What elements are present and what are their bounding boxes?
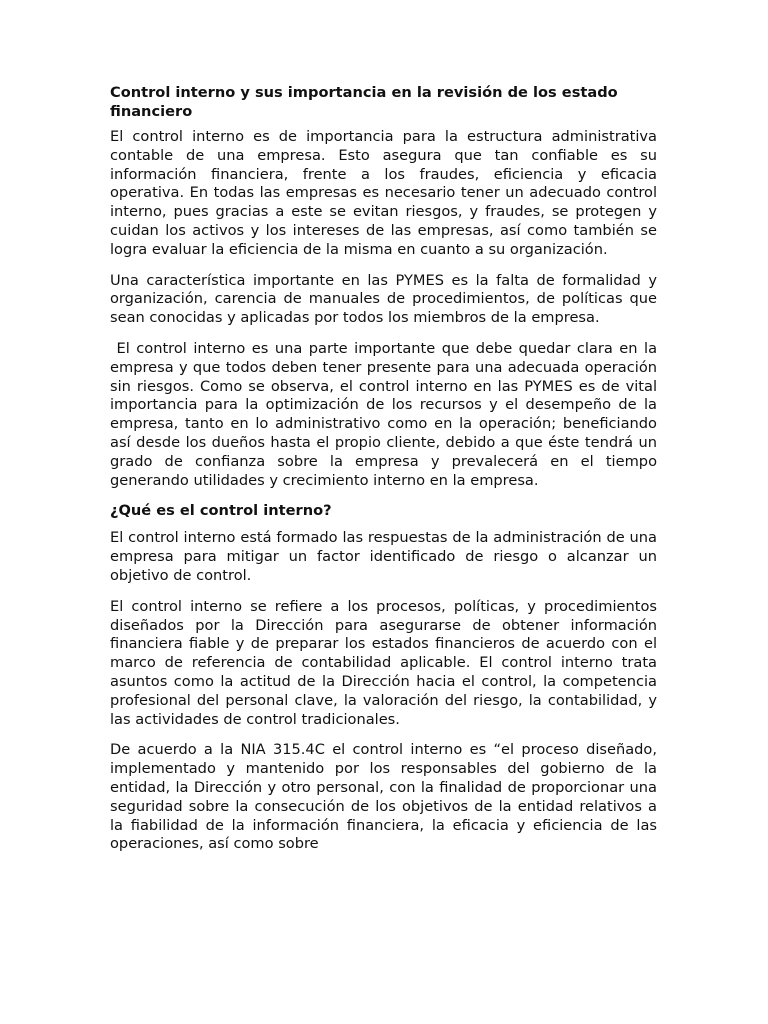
paragraph-pymes-control: El control interno es una parte importante que debe quedar clara en la empresa y que todos deben tener presente para una adecuada operación sin riesgos. Como se observa, el control interno en las PYMES es de vital importancia para la optimización de los recursos y el desempeño de la empresa, tanto en lo administrativo como en la operación; beneficiando así desde los dueños hasta el propio cliente, debido a que éste tendrá un grado de confianza sobre la empresa y prevalecerá en el tiempo generando utilidades y crecimiento interno en la empresa. [110,339,662,489]
paragraph-definition: El control interno está formado las respuestas de la administración de una empresa para mitigar un factor identificado de riesgo o alcanzar un objetivo de control. [110,529,657,584]
document-page [110,83,662,866]
paragraph-pymes-characteristics: Una característica importante en las PYMES es la falta de formalidad y organización, carencia de manuales de procedimientos, de políticas que sean conocidas y aplicadas por todos los miembros de la empresa. [110,271,657,327]
section-heading-what-is: ¿Qué es el control interno? [110,502,332,520]
paragraph-processes: El control interno se refiere a los procesos, políticas, y procedimientos diseñados por la Dirección para asegurarse de obtener información financiera fiable y de preparar los estados financieros de acuerdo con el marco de referencia de contabilidad aplicable. El control interno trata asuntos como la actitud de la Dirección hacia el control, la competencia profesional del personal clave, la valoración del riesgo, la contabilidad, y las actividades de control tradicionales. [110,597,657,728]
paragraph-nia: De acuerdo a la NIA 315.4C el control interno es “el proceso diseñado, implementado y mantenido por los responsables del gobierno de la entidad, la Dirección y otro personal, con la finalidad de proporcionar una seguridad sobre la consecución de los objetivos de la entidad relativos a la fiabilidad de la información financiera, la eficacia y eficiencia de las operaciones, así como sobre [110,741,657,853]
document-title: Control interno y sus importancia en la revisión de los estado financiero [110,84,618,120]
paragraph-importance: El control interno es de importancia para la estructura administrativa contable de una empresa. Esto asegura que tan confiable es su información financiera, frente a los fraudes, eficiencia y eficacia operativa. En todas las empresas es necesario tener un adecuado control interno, pues gracias a este se evitan riesgos, y fraudes, se protegen y cuidan los activos y los intereses de las empresas, así como también se logra evaluar la eficiencia de la misma en cuanto a su organización. [110,128,657,258]
